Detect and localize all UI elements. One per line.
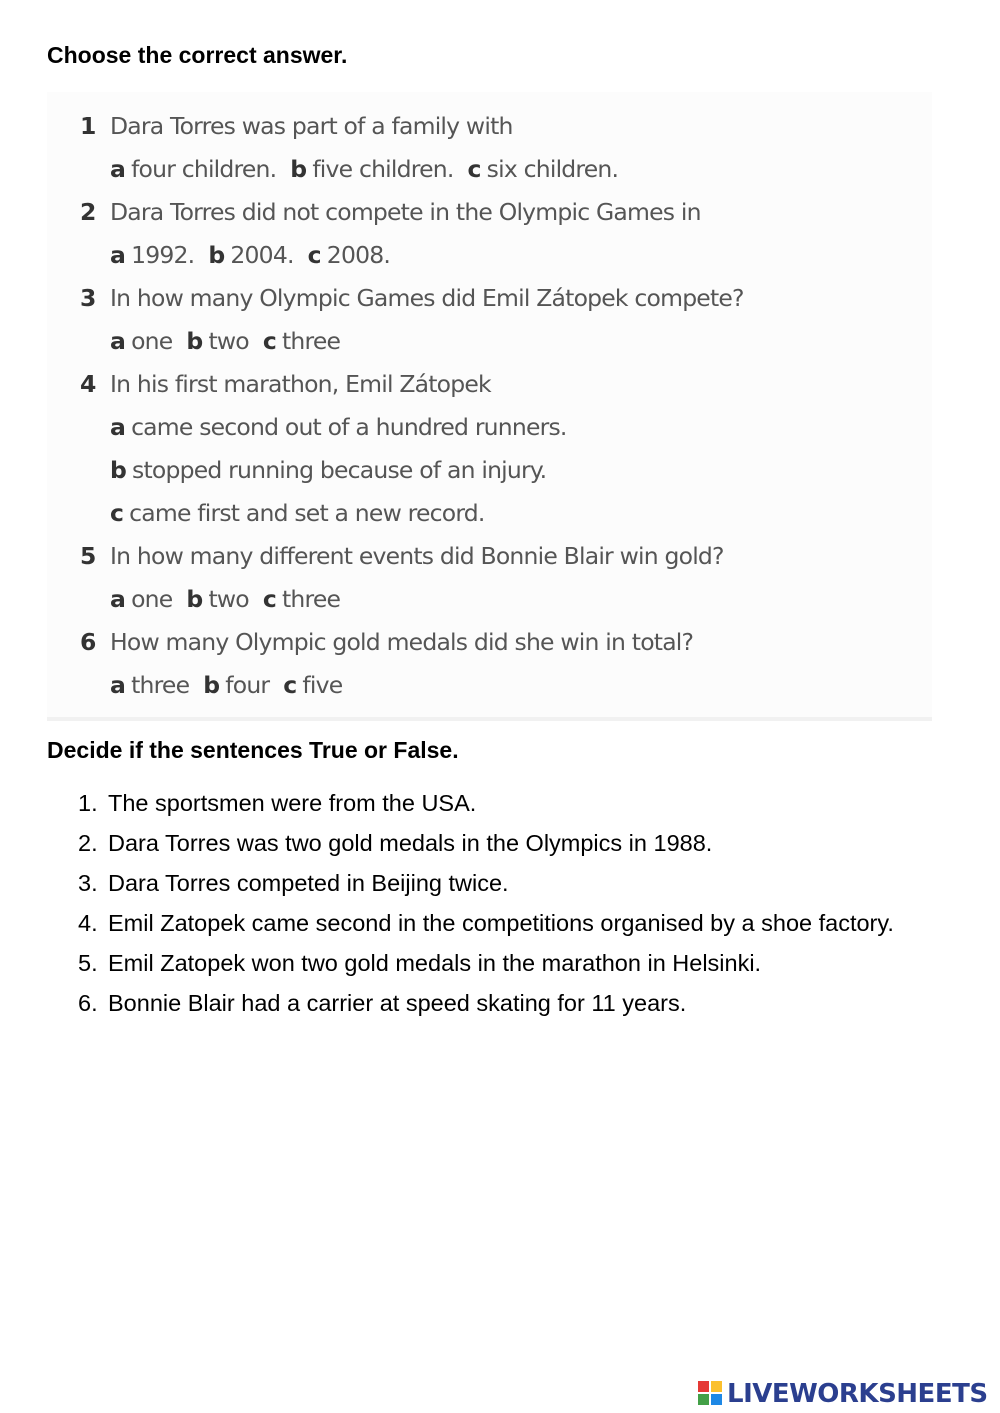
question-4-option-a: a came second out of a hundred runners. — [110, 413, 567, 441]
section-2-title: Decide if the sentences True or False. — [47, 737, 459, 763]
question-3: 3 In how many Olympic Games did Emil Zátopek compete? — [80, 284, 744, 312]
true-false-list — [78, 783, 948, 1023]
question-5-options: a one b two c three — [110, 585, 341, 613]
list-item: 6. Bonnie Blair had a carrier at speed skating for 11 years. — [78, 990, 687, 1016]
list-item: 1. The sportsmen were from the USA. — [78, 790, 477, 816]
question-4-option-c: c came first and set a new record. — [110, 499, 485, 527]
question-3-options: a one b two c three — [110, 327, 341, 355]
logo-text: LIVEWORKSHEETS — [727, 1379, 988, 1409]
question-6: 6 How many Olympic gold medals did she win in total? — [80, 628, 694, 656]
list-item: 5. Emil Zatopek won two gold medals in the marathon in Helsinki. — [78, 950, 762, 976]
liveworksheets-logo-icon — [698, 1381, 724, 1407]
question-5: 5 In how many different events did Bonnie Blair win gold? — [80, 542, 724, 570]
list-item: 2. Dara Torres was two gold medals in the Olympics in 1988. — [78, 830, 713, 856]
list-item: 4. Emil Zatopek came second in the competitions organised by a shoe factory. — [78, 910, 894, 936]
question-1-options: a four children. b five children. c six children. — [110, 155, 619, 183]
question-4: 4 In his first marathon, Emil Zátopek — [80, 370, 491, 398]
multiple-choice-image — [47, 92, 932, 721]
list-item: 3. Dara Torres competed in Beijing twice. — [78, 870, 509, 896]
question-4-option-b: b stopped running because of an injury. — [110, 456, 547, 484]
question-2-options: a 1992. b 2004. c 2008. — [110, 241, 391, 269]
question-2: 2 Dara Torres did not compete in the Olympic Games in — [80, 198, 701, 226]
question-1: 1 Dara Torres was part of a family with — [80, 112, 513, 140]
question-6-options: a three b four c five — [110, 671, 343, 699]
section-1-title: Choose the correct answer. — [47, 42, 348, 68]
liveworksheets-logo[interactable] — [698, 1376, 988, 1412]
